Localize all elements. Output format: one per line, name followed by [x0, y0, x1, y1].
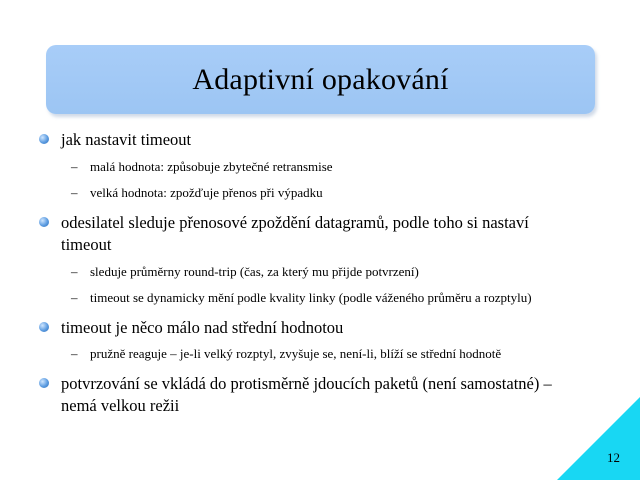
bullet-icon	[39, 378, 49, 388]
sub-marker: –	[71, 185, 78, 200]
sub-item-1-2: velká hodnota: zpožďuje přenos při výpadku	[90, 185, 323, 200]
bullet-icon	[39, 322, 49, 332]
bullet-icon	[39, 134, 49, 144]
corner-accent	[557, 397, 640, 480]
bullet-item-2-line1: odesilatel sleduje přenosové zpoždění datagramů, podle toho si nastaví	[61, 213, 529, 232]
sub-marker: –	[71, 159, 78, 174]
slide-title: Adaptivní opakování	[192, 62, 449, 96]
sub-item-2-2: timeout se dynamicky mění podle kvality linky (podle váženého průměru a rozptylu)	[90, 290, 532, 305]
sub-marker: –	[71, 264, 78, 279]
bullet-item-4-line1: potvrzování se vkládá do protisměrně jdoucích paketů (není samostatné) –	[61, 374, 552, 393]
page-number: 12	[607, 450, 620, 465]
bullet-item-1: jak nastavit timeout	[61, 130, 192, 149]
sub-marker: –	[71, 346, 78, 361]
sub-item-3-1: pružně reaguje – je-li velký rozptyl, zvyšuje se, není-li, blíží se střední hodnotě	[90, 346, 502, 361]
sub-marker: –	[71, 290, 78, 305]
sub-item-1-1: malá hodnota: způsobuje zbytečné retransmise	[90, 159, 333, 174]
bullet-icon	[39, 217, 49, 227]
bullet-item-3: timeout je něco málo nad střední hodnotou	[61, 318, 344, 337]
bullet-item-4-line2: nemá velkou režii	[61, 396, 180, 415]
bullet-item-2-line2: timeout	[61, 235, 112, 254]
sub-item-2-1: sleduje průměrny round-trip (čas, za který mu přijde potvrzení)	[90, 264, 419, 279]
